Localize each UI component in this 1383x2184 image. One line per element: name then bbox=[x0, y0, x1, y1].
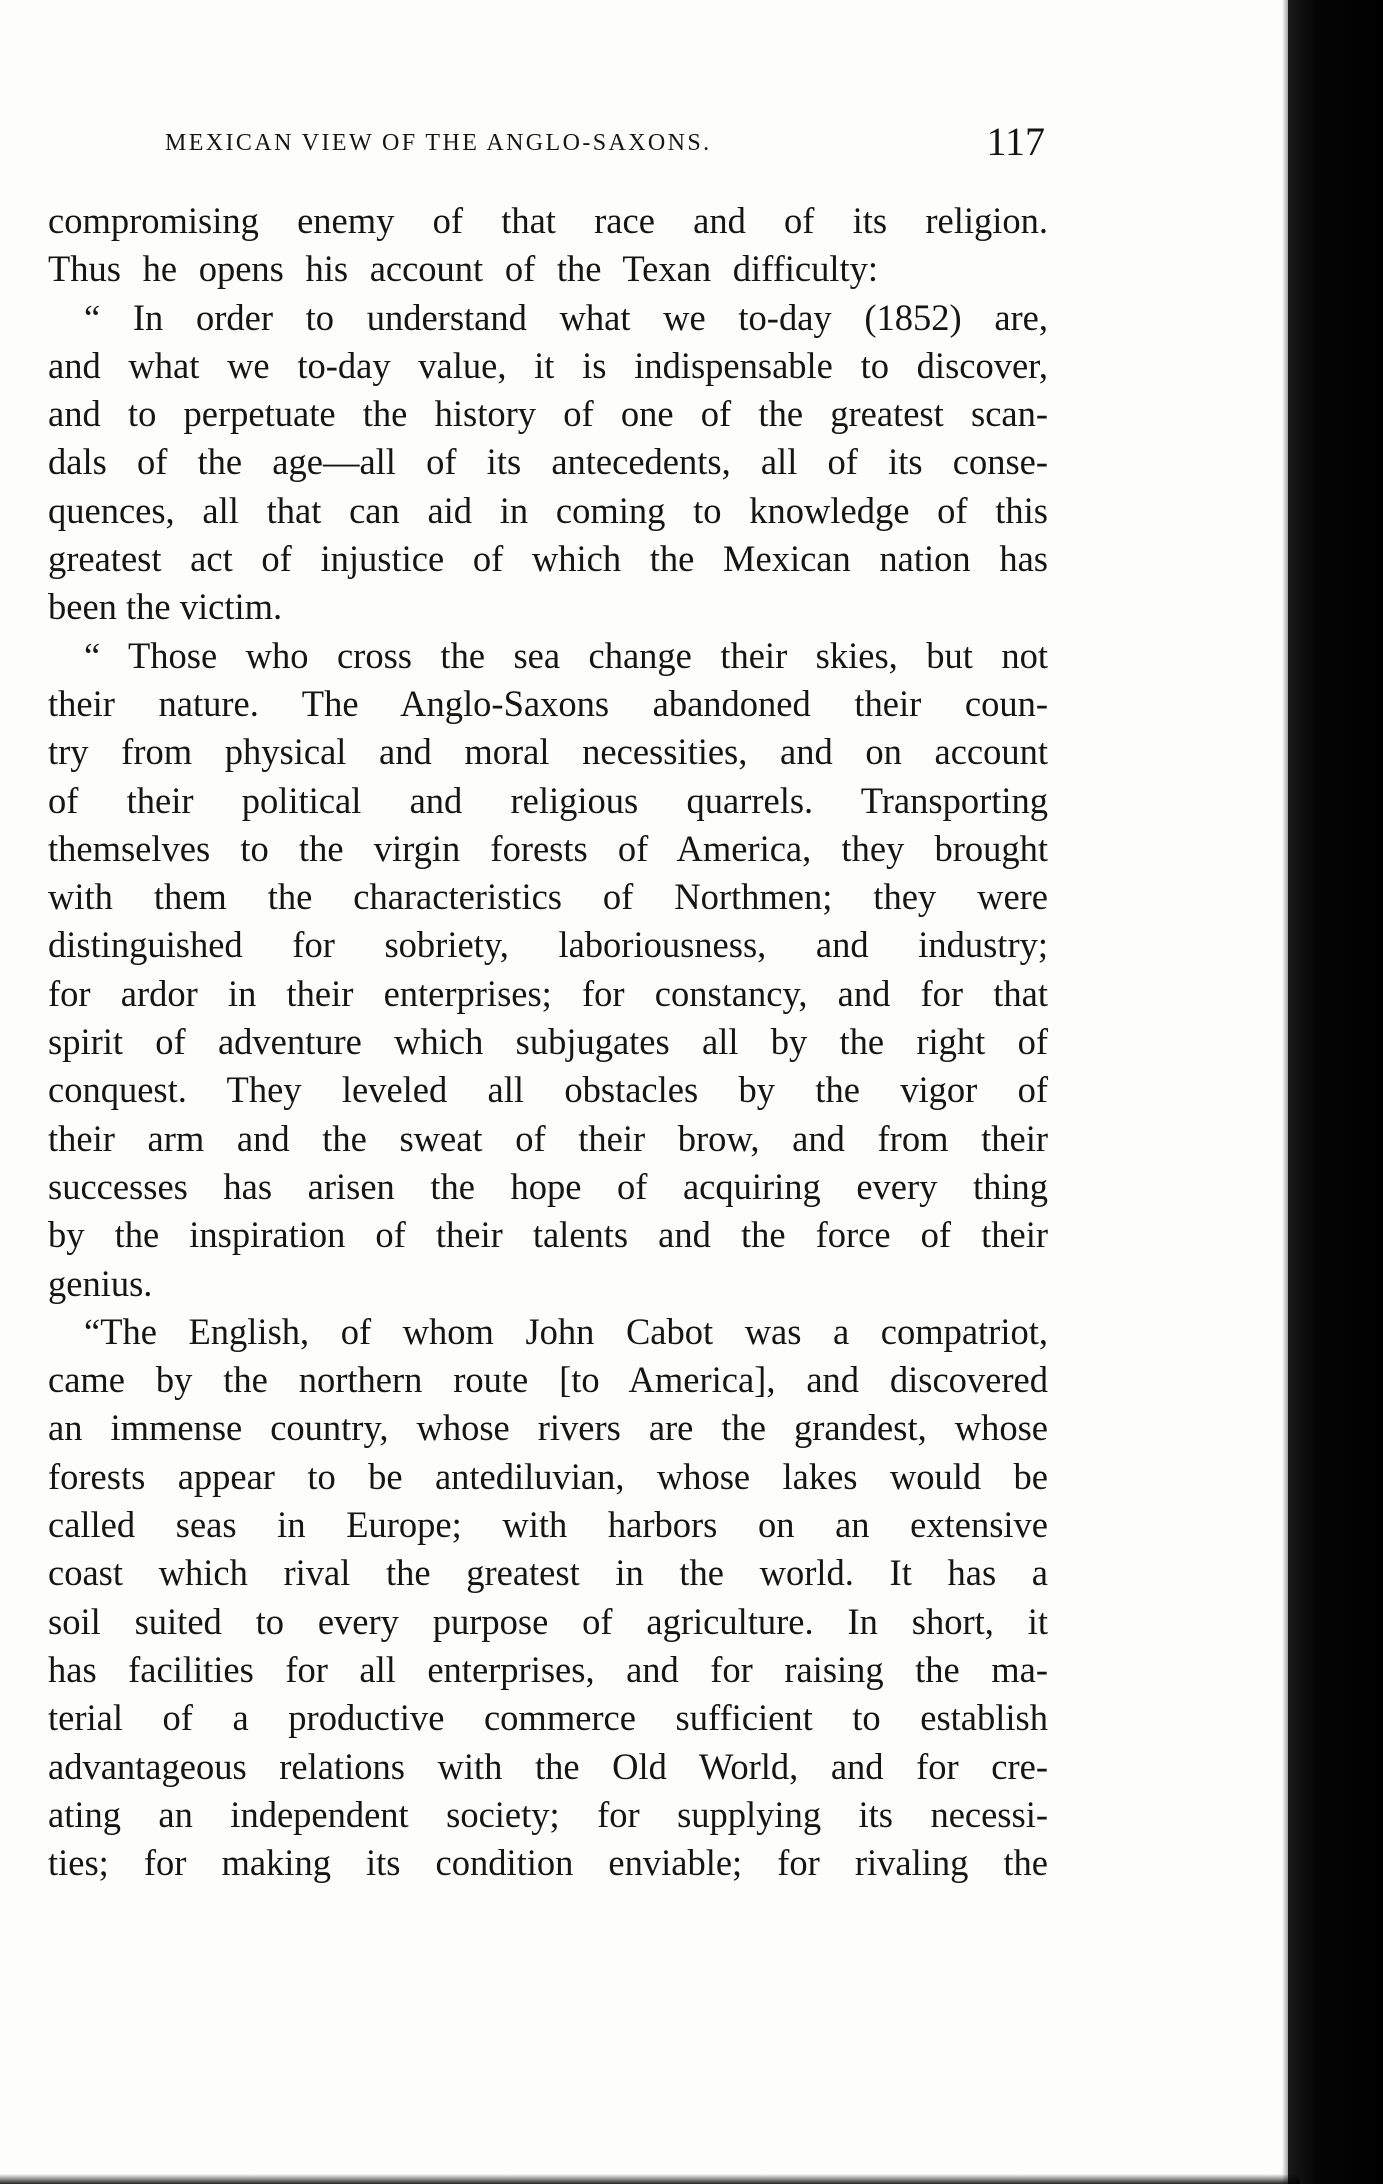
text-line: successes has arisen the hope of acquiring every thing bbox=[48, 1165, 1048, 1207]
text-line: ating an independent society; for supplying its necessi- bbox=[48, 1793, 1048, 1835]
text-line: by the inspiration of their talents and the force of their bbox=[48, 1214, 1048, 1256]
text-line: of their political and religious quarrels. Transporting bbox=[48, 779, 1048, 821]
text-line: “ In order to understand what we to-day (1852) are, bbox=[84, 296, 1048, 338]
text-line: forests appear to be antediluvian, whose lakes would be bbox=[48, 1455, 1048, 1497]
text-line: their arm and the sweat of their brow, and from their bbox=[48, 1117, 1048, 1159]
text-line: and to perpetuate the history of one of the greatest scan- bbox=[48, 393, 1048, 435]
page-number: 117 bbox=[986, 119, 1045, 164]
text-line: called seas in Europe; with harbors on an extensive bbox=[48, 1504, 1048, 1546]
text-line: soil suited to every purpose of agriculture. In short, it bbox=[48, 1600, 1048, 1642]
book-binding-shadow bbox=[1288, 0, 1383, 2184]
text-line: try from physical and moral necessities, and on account bbox=[48, 731, 1048, 773]
text-line: ties; for making its condition enviable; for rivaling the bbox=[48, 1842, 1048, 1884]
text-line: advantageous relations with the Old World, and for cre- bbox=[48, 1745, 1048, 1787]
page-bottom-shadow bbox=[0, 2174, 1300, 2184]
text-line: “The English, of whom John Cabot was a compatriot, bbox=[84, 1310, 1048, 1352]
text-line: spirit of adventure which subjugates all by the right of bbox=[48, 1021, 1048, 1063]
text-line: their nature. The Anglo-Saxons abandoned their coun- bbox=[48, 682, 1048, 724]
text-line: genius. bbox=[48, 1262, 153, 1304]
text-line: and what we to-day value, it is indispensable to discover, bbox=[48, 344, 1048, 386]
text-line: distinguished for sobriety, laboriousness, and industry; bbox=[48, 924, 1048, 966]
text-line: dals of the age—all of its antecedents, all of its conse- bbox=[48, 441, 1048, 483]
text-line: “ Those who cross the sea change their skies, but not bbox=[84, 634, 1048, 676]
text-line: quences, all that can aid in coming to knowledge of this bbox=[48, 489, 1048, 531]
text-line: Thus he opens his account of the Texan difficulty: bbox=[48, 248, 878, 290]
text-line: greatest act of injustice of which the Mexican nation has bbox=[48, 538, 1048, 580]
text-line: has facilities for all enterprises, and for raising the ma- bbox=[48, 1648, 1048, 1690]
text-line: compromising enemy of that race and of its religion. bbox=[48, 200, 1048, 241]
text-line: conquest. They leveled all obstacles by the vigor of bbox=[48, 1069, 1048, 1111]
text-line: been the victim. bbox=[48, 586, 283, 628]
text-line: an immense country, whose rivers are the grandest, whose bbox=[48, 1407, 1048, 1449]
text-line: themselves to the virgin forests of America, they brought bbox=[48, 827, 1048, 869]
body-text bbox=[48, 197, 1048, 1887]
text-line: came by the northern route [to America], and discovered bbox=[48, 1359, 1048, 1401]
text-line: with them the characteristics of Northmen; they were bbox=[48, 876, 1048, 918]
text-line: coast which rival the greatest in the world. It has a bbox=[48, 1552, 1048, 1594]
text-line: for ardor in their enterprises; for constancy, and for that bbox=[48, 972, 1048, 1014]
text-line: terial of a productive commerce sufficient to establish bbox=[48, 1697, 1048, 1739]
running-title: MEXICAN VIEW OF THE ANGLO-SAXONS. bbox=[165, 130, 712, 156]
running-head bbox=[165, 118, 1045, 166]
